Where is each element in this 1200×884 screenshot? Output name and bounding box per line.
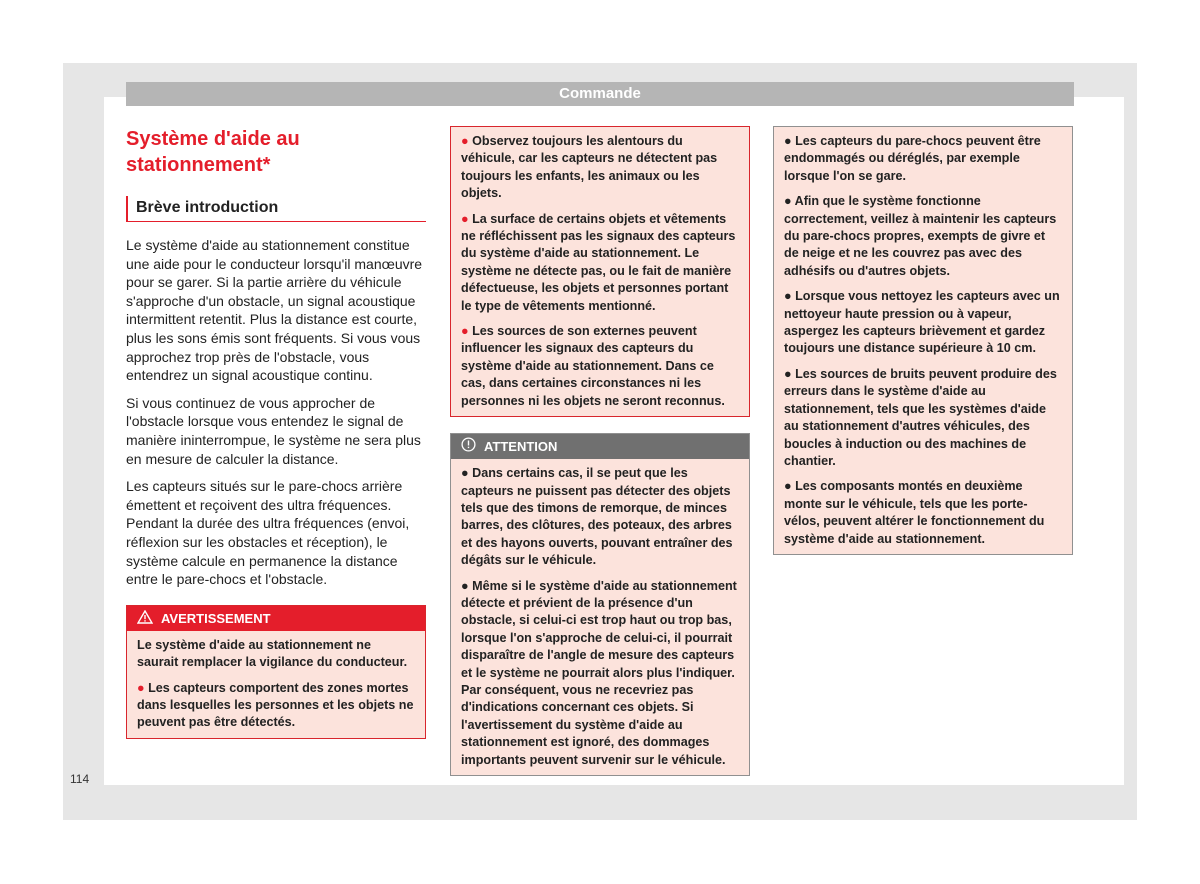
attention-label: ATTENTION <box>484 439 558 455</box>
attention-bullet: ● Lorsque vous nettoyez les capteurs avec un nettoyeur haute pression ou à vapeur, aspergez les capteurs brièvement et gardez toujours une distance supérieure à 10 cm. <box>784 289 1060 356</box>
warning-bullet: ● Les sources de son externes peuvent influencer les signaux des capteurs du système d'aide au stationnement. Dans ce cas, dans certaines circonstances ni les personnes ni les objets ne seront reconnus. <box>461 324 725 408</box>
exclamation-circle-icon <box>461 435 476 460</box>
attention-box <box>450 433 750 776</box>
warning-box <box>126 605 426 739</box>
intro-body <box>126 236 426 589</box>
paragraph: Le système d'aide au stationnement constitue une aide pour le conducteur lorsqu'il manœuvre pour se garer. Si la partie arrière du véhicule s'approche d'un obstacle, un signal acoustique intermittent retentit. Plus la distance est courte, plus les sons émis sont fréquents. Si vous vous approchez trop près de l'obstacle, vous entendrez un signal acoustique continu. <box>126 237 423 384</box>
warning-header <box>127 606 425 631</box>
section-header: Commande <box>126 82 1074 106</box>
warning-bullet: ● Les capteurs comportent des zones mortes dans lesquelles les personnes et les objets ne peuvent pas être détectés. <box>137 680 414 730</box>
column-right <box>773 126 1073 555</box>
column-middle <box>450 126 750 776</box>
attention-continued-content <box>774 127 1072 554</box>
warning-triangle-icon <box>137 607 153 632</box>
attention-bullet: ● Dans certains cas, il se peut que les capteurs ne puissent pas détecter des objets tels que des timons de remorque, de minces barres, des clôtures, des poteaux, des arbres et des hayons ouverts, pouvant entraîner des dégâts sur le véhicule. <box>461 466 733 568</box>
attention-bullet: ● Les sources de bruits peuvent produire des erreurs dans le système d'aide au stationnement, tels que les systèmes d'aide au stationnement d'autres véhicules, des boucles à induction ou des machines de chantier. <box>784 366 1057 468</box>
bullet-icon: ● <box>461 134 469 148</box>
warning-intro: Le système d'aide au stationnement ne saurait remplacer la vigilance du conducteur. <box>137 637 408 670</box>
attention-bullet: ● Les capteurs du pare-chocs peuvent être endommagés ou déréglés, par exemple lorsque l'on se gare. <box>784 134 1041 183</box>
column-left <box>126 126 426 739</box>
attention-header <box>451 434 749 459</box>
warning-label: AVERTISSEMENT <box>161 610 271 626</box>
warning-continued-content <box>451 127 749 416</box>
attention-bullet: ● Les composants montés en deuxième monte sur le véhicule, tels que les porte-vélos, peuvent altérer le fonctionnement du système d'aide au stationnement. <box>784 479 1045 546</box>
paragraph: Les capteurs situés sur le pare-chocs arrière émettent et reçoivent des ultra fréquences. Pendant la durée des ultra fréquences (envoi, réflexion sur les obstacles et réception), le système calcule en permanence la distance entre le pare-chocs et l'obstacle. <box>126 478 410 588</box>
bullet-icon: ● <box>461 324 469 339</box>
attention-content <box>451 459 749 775</box>
warning-bullet: ● La surface de certains objets et vêtements ne réfléchissent pas les signaux des capteurs du système d'aide au stationnement. Le système ne détecte pas, ou le fait de manière défectueuse, les objets et personnes portant le type de vêtements mentionné. <box>461 211 736 313</box>
warning-bullet: ● Observez toujours les alentours du véhicule, car les capteurs ne détectent pas toujours les enfants, les animaux ou les objets. <box>461 134 718 201</box>
warning-continued-box <box>450 126 750 417</box>
bullet-icon: ● <box>137 680 145 695</box>
attention-continued-box <box>773 126 1073 555</box>
page-number: 114 <box>70 772 90 786</box>
paragraph: Si vous continuez de vous approcher de l'obstacle lorsque vous entendez le signal de manière ininterrompue, le système ne sera plus en mesure de calculer la distance. <box>126 394 421 467</box>
subheading: Brève introduction <box>126 196 426 222</box>
page-title: Système d'aide au stationnement* <box>126 128 300 176</box>
warning-content <box>127 631 425 738</box>
attention-bullet: ● Même si le système d'aide au stationnement détecte et prévient de la présence d'un obstacle, si celui-ci est trop haut ou trop bas, lorsque l'on s'approche de celui-ci, il pourrait disparaître de l'angle de mesure des capteurs et le système ne pourrait alors plus l'indiquer. Par conséquent, vous ne recevriez pas d'indications concernant ces objets. Si l'avertissement du système d'aide au stationnement est ignoré, des dommages importants peuvent survenir sur le véhicule. <box>461 578 737 767</box>
attention-bullet: ● Afin que le système fonctionne correctement, veillez à maintenir les capteurs du pare-chocs propres, exempts de givre et de neige et ne les couvrez pas avec des adhésifs ou d'autres objets. <box>784 194 1057 278</box>
bullet-icon: ● <box>461 211 469 226</box>
